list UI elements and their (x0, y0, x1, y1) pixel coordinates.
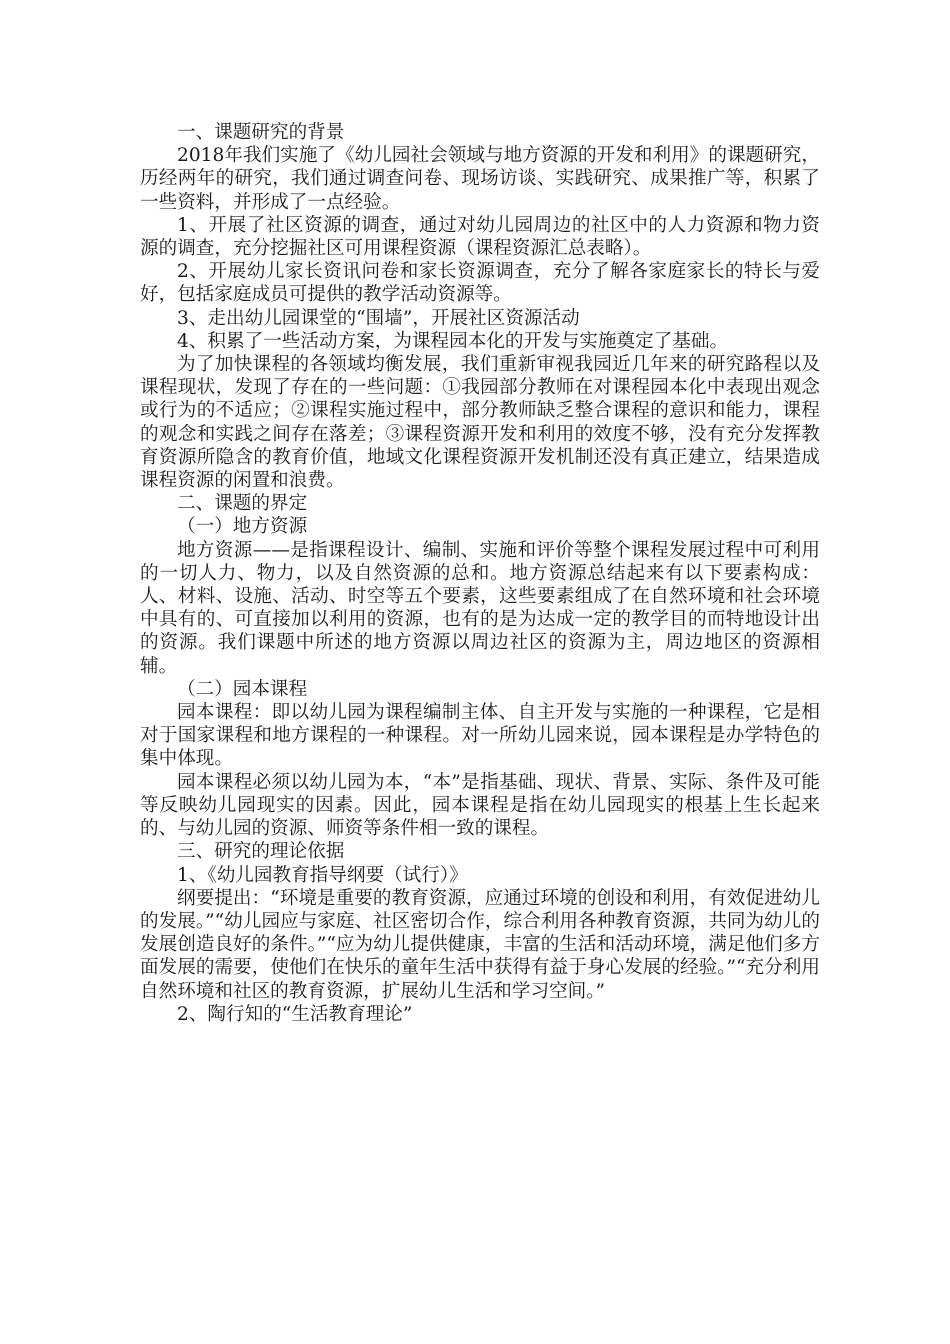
paragraph-local-resources: 地方资源——是指课程设计、编制、实施和评价等整个课程发展过程中可利用的一切人力、物力，以及自然资源的总和。地方资源总结起来有以下要素构成：人、材料、设施、活动、时空等五个要素，这些要素组成了在自然环境和社会环境中具有的、可直接加以利用的资源，也有的是为达成一定的教学目的而特地设计出的资源。我们课题中所述的地方资源以周边社区的资源为主，周边地区的资源相辅。 (140, 539, 820, 677)
subheading-school-curriculum: （二）园本课程 (177, 678, 308, 700)
list-item-2: 2、开展幼儿家长资讯问卷和家长资源调查，充分了解各家庭家长的特长与爱好，包括家庭成员可提供的教学活动资源等。 (140, 261, 820, 306)
list-item-3: 3、走出幼儿园课堂的“围墙”，开展社区资源活动 (177, 307, 580, 329)
paragraph-school-curriculum: 园本课程：即以幼儿园为课程编制主体、自主开发与实施的一种课程，它是相对于国家课程和地方课程的一种课程。对一所幼儿园来说，园本课程是办学特色的集中体现。 (140, 702, 820, 770)
document-body (140, 121, 820, 1026)
paragraph-guidelines: 纲要提出：“环境是重要的教育资源，应通过环境的创设和利用，有效促进幼儿的发展。”“幼儿园应与家庭、社区密切合作，综合利用各种教育资源，共同为幼儿的发展创造良好的条件。”“应为幼儿提供健康，丰富的生活和活动环境，满足他们多方面发展的需要，使他们在快乐的童年生活中获得有益于身心发展的经验。”“充分利用自然环境和社区的教育资源，扩展幼儿生活和学习空间。” (140, 887, 820, 1002)
list-item-1: 1、开展了社区资源的调查，通过对幼儿园周边的社区中的人力资源和物力资源的调查，充分挖掘社区可用课程资源（课程资源汇总表略）。 (140, 214, 820, 260)
paragraph-intro: 2018年我们实施了《幼儿园社会领域与地方资源的开发和利用》的课题研究，历经两年的研究，我们通过调查问卷、现场访谈、实践研究、成果推广等，积累了一些资料，并形成了一点经验。 (140, 145, 820, 213)
subheading-local-resources: （一）地方资源 (177, 516, 308, 538)
heading-definition: 二、课题的界定 (177, 493, 308, 515)
subheading-life-education: 2、陶行知的“生活教育理论” (177, 1003, 413, 1025)
subheading-guidelines: 1、《幼儿园教育指导纲要（试行）》 (177, 864, 468, 886)
list-item-4: 4、积累了一些活动方案，为课程园本化的开发与实施奠定了基础。 (177, 330, 729, 352)
paragraph-school-curriculum-basis: 园本课程必须以幼儿园为本，“本”是指基础、现状、背景、实际、条件及可能等反映幼儿园现实的因素。因此，园本课程是指在幼儿园现实的根基上生长起来的、与幼儿园的资源、师资等条件相一致的课程。 (140, 771, 820, 840)
heading-background: 一、课题研究的背景 (177, 122, 345, 143)
paragraph-problems: 为了加快课程的各领域均衡发展，我们重新审视我园近几年来的研究路程以及课程现状，发现了存在的一些问题：①我园部分教师在对课程园本化中表现出观念或行为的不适应；②课程实施过程中，部分教师缺乏整合课程的意识和能力，课程的观念和实践之间存在落差；③课程资源开发和利用的效度不够，没有充分发挥教育资源所隐含的教育价值，地域文化课程资源开发机制还没有真正建立，结果造成课程资源的闲置和浪费。 (140, 354, 820, 492)
heading-theory: 三、研究的理论依据 (177, 841, 345, 863)
